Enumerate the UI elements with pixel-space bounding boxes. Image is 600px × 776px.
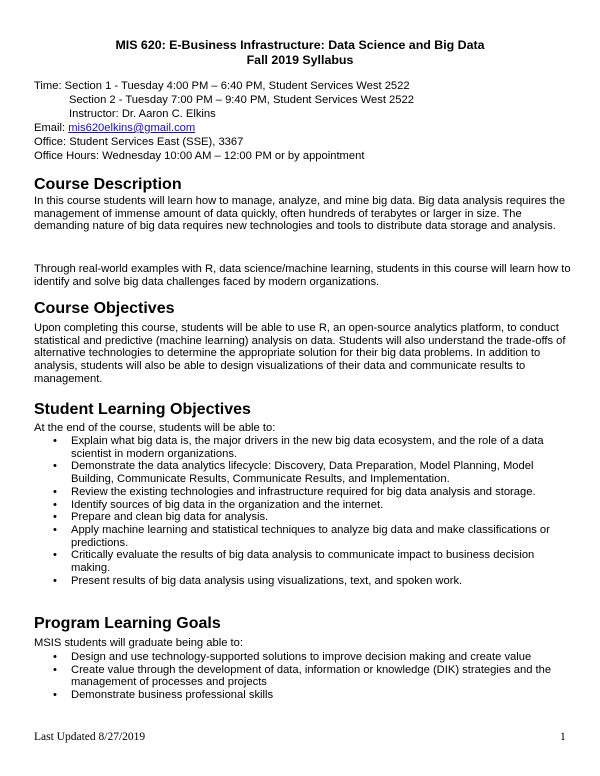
bullet-icon: • — [53, 651, 57, 663]
program-learning-goals-list — [34, 651, 574, 702]
list-item-text: Explain what big data is, the major drivers in the new big data ecosystem, and the role of a data scientist in modern organizations. — [71, 435, 544, 460]
list-item-text: Demonstrate the data analytics lifecycle: Discovery, Data Preparation, Model Planning, Model Building, Communicate Results, Communicate Results, and Implementation. — [71, 460, 534, 486]
student-learning-objectives-intro: At the end of the course, students will be able to: — [34, 422, 276, 434]
list-item-text: Critically evaluate the results of big data analysis to communicate impact to business decision making. — [71, 549, 535, 575]
bullet-icon: • — [53, 460, 57, 473]
student-learning-objectives-list — [34, 435, 574, 587]
student-learning-objectives-heading: Student Learning Objectives — [34, 401, 251, 418]
time-section-2: Section 2 - Tuesday 7:00 PM – 9:40 PM, Student Services West 2522 — [69, 94, 414, 106]
bullet-icon: • — [53, 549, 57, 562]
last-updated-footer: Last Updated 8/27/2019 — [34, 731, 146, 743]
time-section-1: Time: Section 1 - Tuesday 4:00 PM – 6:40 PM, Student Services West 2522 — [34, 80, 410, 92]
bullet-icon: • — [53, 511, 57, 524]
bullet-icon: • — [53, 574, 57, 587]
office-line: Office: Student Services East (SSE), 3367 — [34, 136, 244, 148]
bullet-icon: • — [53, 498, 57, 511]
list-item — [34, 664, 574, 689]
course-objectives-heading: Course Objectives — [34, 300, 175, 317]
document-subtitle: Fall 2019 Syllabus — [246, 53, 354, 67]
list-item — [34, 549, 574, 574]
email-line — [34, 122, 195, 135]
list-item — [34, 435, 574, 460]
list-item-text: Create value through the development of data, information or knowledge (DIK) strategies and the management of processes and projects — [71, 663, 552, 689]
bullet-icon: • — [53, 435, 57, 447]
list-item — [34, 499, 574, 512]
office-hours-line: Office Hours: Wednesday 10:00 AM – 12:00 PM or by appointment — [34, 150, 365, 162]
list-item-text: Demonstrate business professional skills — [71, 689, 274, 702]
course-description-paragraph-1: In this course students will learn how to manage, analyze, and mine big data. Big data analysis requires the management of immense amount of data quickly, often hundreds of terabytes or larger in size. The demanding nature of big data requires new technologies and tools to distribute data storage and analysis. — [34, 195, 566, 233]
list-item — [34, 511, 574, 524]
course-description-paragraph-2: Through real-world examples with R, data science/machine learning, students in this course will learn how to identify and solve big data challenges faced by modern organizations. — [34, 263, 571, 288]
list-item-text: Prepare and clean big data for analysis. — [71, 511, 269, 524]
course-objectives-paragraph: Upon completing this course, students will be able to use R, an open-source analytics platform, to conduct statistical and predictive (machine learning) analysis on data. Students will also understand the trade-offs of alternative technologies to determine the appropriate solution for their big data problems. In addition to analysis, students will also be able to design visualizations of their data and communicate results to management. — [34, 322, 566, 385]
bullet-icon: • — [53, 485, 57, 498]
bullet-icon: • — [53, 689, 57, 702]
list-item — [34, 524, 574, 549]
list-item-text: Present results of big data analysis using visualizations, text, and spoken work. — [71, 574, 463, 587]
list-item-text: Apply machine learning and statistical techniques to analyze big data and make classifications or predictions. — [71, 523, 550, 549]
program-learning-goals-intro: MSIS students will graduate being able to: — [34, 637, 243, 649]
bullet-icon: • — [53, 523, 57, 536]
instructor-line: Instructor: Dr. Aaron C. Elkins — [69, 108, 216, 120]
list-item — [34, 651, 574, 664]
program-learning-goals-heading: Program Learning Goals — [34, 615, 221, 632]
list-item — [34, 486, 574, 499]
list-item-text: Review the existing technologies and infrastructure required for big data analysis and storage. — [71, 485, 536, 498]
list-item — [34, 689, 574, 702]
document-title: MIS 620: E-Business Infrastructure: Data Science and Big Data — [115, 38, 485, 52]
email-label: Email: — [34, 122, 66, 134]
bullet-icon: • — [53, 663, 57, 676]
list-item — [34, 575, 574, 588]
list-item-text: Identify sources of big data in the organization and the internet. — [71, 498, 384, 511]
list-item-text: Design and use technology-supported solutions to improve decision making and create value — [71, 651, 532, 663]
list-item — [34, 460, 574, 485]
email-link[interactable]: mis620elkins@gmail.com — [68, 122, 196, 134]
course-description-heading: Course Description — [34, 176, 182, 193]
page-number: 1 — [560, 731, 566, 743]
